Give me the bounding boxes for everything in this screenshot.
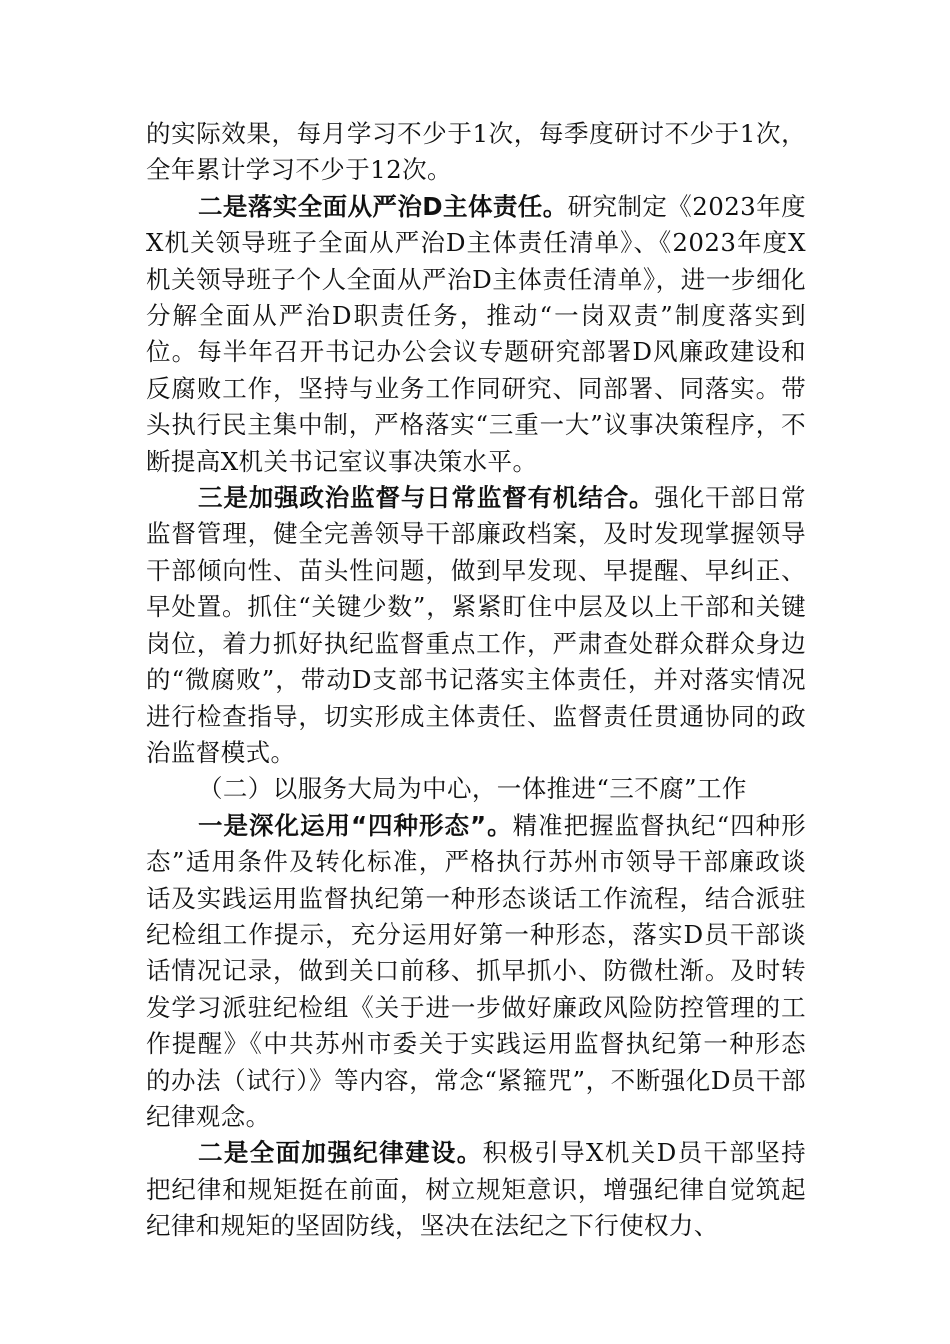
paragraph-lead: 三是加强政治监督与日常监督有机结合。 bbox=[198, 483, 655, 513]
paragraph-political-supervision bbox=[146, 480, 806, 771]
section-heading: （二）以服务大局为中心，一体推进“三不腐”工作 bbox=[198, 774, 747, 804]
paragraph-party-responsibility bbox=[146, 189, 806, 480]
paragraph-lead: 二是全面加强纪律建设。 bbox=[198, 1138, 483, 1168]
paragraph-continuation bbox=[146, 116, 806, 189]
paragraph-body: 精准把握监督执纪“四种形态”适用条件及转化标准，严格执行苏州市领导干部廉政谈话及实践运用监督执纪第一种形态谈话工作流程，结合派驻纪检组工作提示，充分运用好第一种形态，落实D员干部谈话情况记录，做到关口前移、抓早抓小、防微杜渐。及时转发学习派驻纪检组《关于进一步做好廉政风险防控管理的工作提醒》《中共苏州市委关于实践运用监督执纪第一种形态的办法（试行）》等内容，常念“紧箍咒”，不断强化D员干部纪律观念。 bbox=[146, 810, 807, 1131]
paragraph-discipline-building bbox=[146, 1135, 806, 1244]
paragraph-four-forms bbox=[146, 808, 806, 1136]
document-body bbox=[146, 116, 806, 1245]
paragraph-lead: 二是落实全面从严治D主体责任。 bbox=[198, 191, 568, 221]
paragraph-lead: 一是深化运用“四种形态”。 bbox=[198, 810, 513, 840]
paragraph-body: 研究制定《2023年度X机关领导班子全面从严治D主体责任清单》、《2023年度X机关领导班子个人全面从严治D主体责任清单》，进一步细化分解全面从严治D职责任务，推动“一岗双责”制度落实到位。每半年召开书记办公会议专题研究部署D风廉政建设和反腐败工作，坚持与业务工作同研究、同部署、同落实。带头执行民主集中制，严格落实“三重一大”议事决策程序，不断提高X机关书记室议事决策水平。 bbox=[146, 191, 807, 476]
paragraph-body: 的实际效果，每月学习不少于1次，每季度研讨不少于1次，全年累计学习不少于12次。 bbox=[146, 119, 806, 185]
paragraph-body: 积极引导X机关D员干部坚持把纪律和规矩挺在前面，树立规矩意识，增强纪律自觉筑起纪律和规矩的坚固防线，坚决在法纪之下行使权力、 bbox=[146, 1138, 806, 1241]
paragraph-body: 强化干部日常监督管理，健全完善领导干部廉政档案，及时发现掌握领导干部倾向性、苗头性问题，做到早发现、早提醒、早纠正、早处置。抓住“关键少数”，紧紧盯住中层及以上干部和关键岗位，着力抓好执纪监督重点工作，严肃查处群众群众身边的“微腐败”，带动D支部书记落实主体责任，并对落实情况进行检查指导，切实形成主体责任、监督责任贯通协同的政治监督模式。 bbox=[146, 483, 807, 767]
